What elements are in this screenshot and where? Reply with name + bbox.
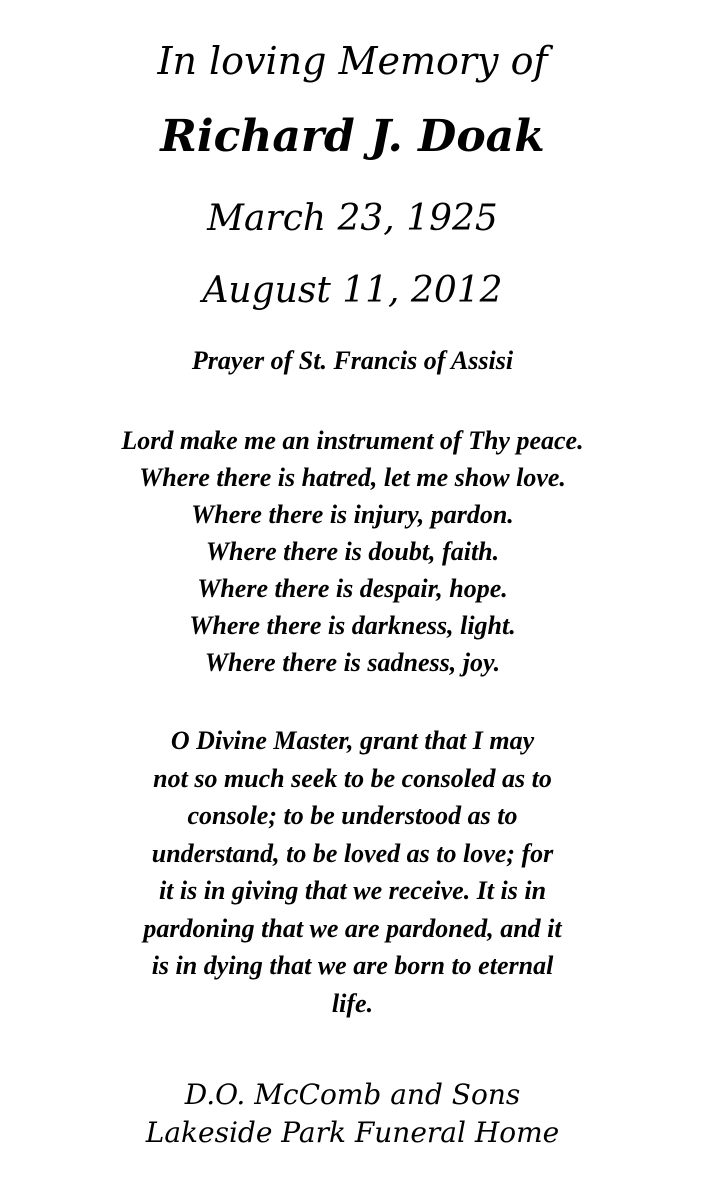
funeral-home-owner: D.O. McComb and Sons xyxy=(184,1078,521,1111)
prayer-line: Where there is hatred, let me show love. xyxy=(139,463,566,492)
prayer-line: life. xyxy=(331,988,374,1018)
prayer-line: Where there is sadness, joy. xyxy=(204,648,501,677)
prayer-line: pardoning that we are pardoned, and it xyxy=(143,913,562,943)
funeral-home xyxy=(0,1076,705,1152)
prayer-title: Prayer of St. Francis of Assisi xyxy=(191,346,514,375)
prayer-line: not so much seek to be consoled as to xyxy=(153,763,552,793)
prayer-line: console; to be understood as to xyxy=(187,801,518,830)
prayer-line: is in dying that we are born to eternal xyxy=(151,951,554,980)
prayer-line: Where there is injury, pardon. xyxy=(191,500,514,529)
prayer-line: Where there is doubt, faith. xyxy=(205,537,500,566)
birth-date: March 23, 1925 xyxy=(207,198,498,239)
prayer-line: Where there is darkness, light. xyxy=(189,611,516,640)
prayer-line: O Divine Master, grant that I may xyxy=(170,726,535,755)
deceased-name: Richard J. Doak xyxy=(160,111,545,162)
death-date: August 11, 2012 xyxy=(202,270,503,311)
prayer-line: Lord make me an instrument of Thy peace. xyxy=(121,426,584,455)
prayer-line: Where there is despair, hope. xyxy=(197,574,508,603)
funeral-home-name: Lakeside Park Funeral Home xyxy=(145,1116,560,1149)
prayer-stanza-1 xyxy=(0,422,705,681)
prayer-line: it is in giving that we receive. It is in xyxy=(158,876,547,905)
prayer-stanza-2 xyxy=(0,722,705,1022)
memorial-intro: In loving Memory of xyxy=(157,39,548,83)
prayer-line: understand, to be loved as to love; for xyxy=(151,838,554,868)
